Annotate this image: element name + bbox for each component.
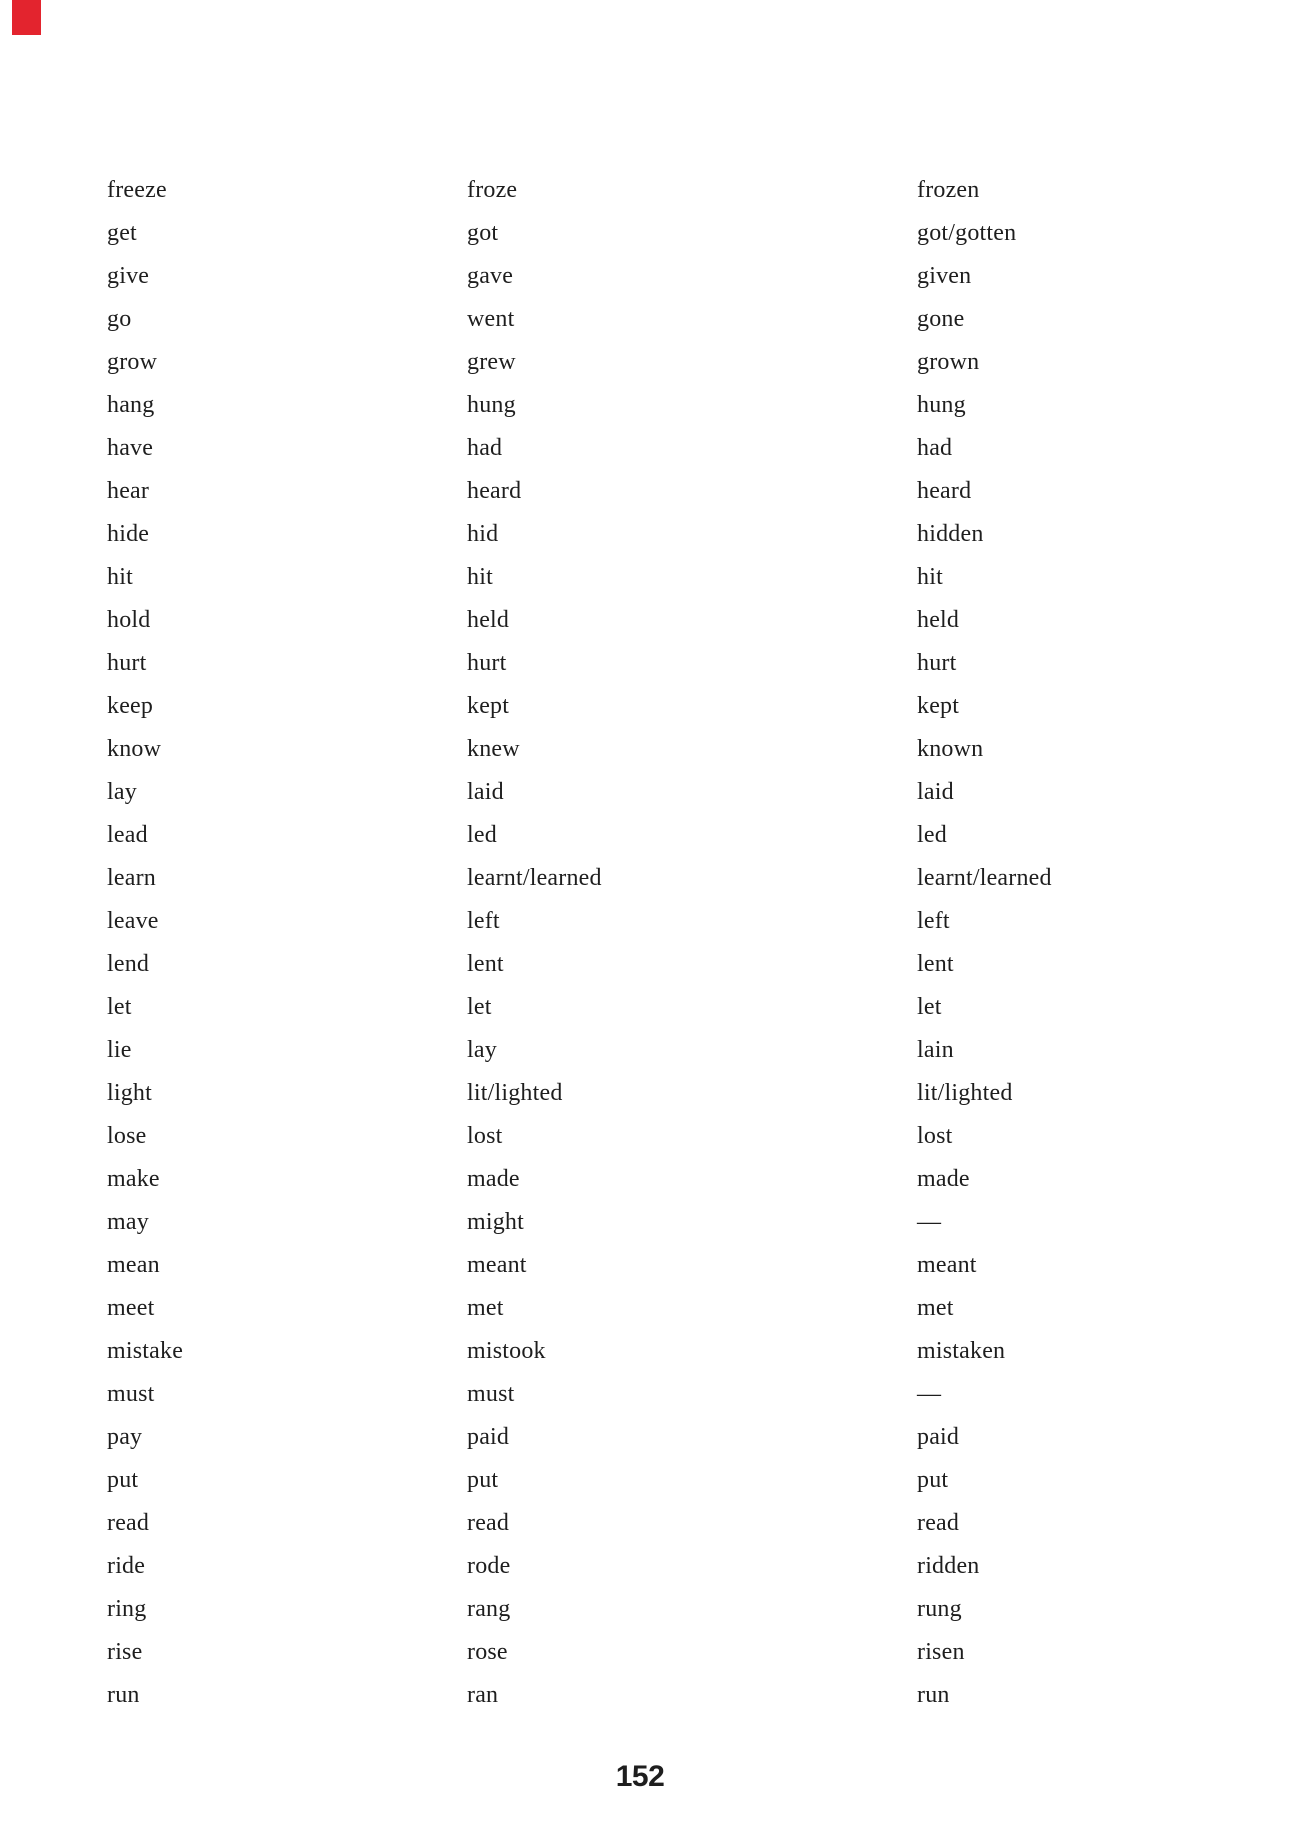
past-simple-cell: heard xyxy=(467,477,522,504)
base-verb-cell: pay xyxy=(107,1423,143,1450)
past-participle-cell: gone xyxy=(917,305,965,332)
table-row xyxy=(0,770,1311,813)
table-row xyxy=(0,1458,1311,1501)
table-row xyxy=(0,684,1311,727)
past-participle-cell: risen xyxy=(917,1638,965,1665)
table-row xyxy=(0,1114,1311,1157)
past-participle-cell: hidden xyxy=(917,520,984,547)
past-participle-cell: made xyxy=(917,1165,970,1192)
past-simple-cell: laid xyxy=(467,778,504,805)
past-participle-cell: hit xyxy=(917,563,943,590)
past-simple-cell: lay xyxy=(467,1036,497,1063)
base-verb-cell: rise xyxy=(107,1638,143,1665)
past-participle-cell: heard xyxy=(917,477,972,504)
base-verb-cell: mean xyxy=(107,1251,160,1278)
past-participle-cell: hurt xyxy=(917,649,957,676)
table-row xyxy=(0,985,1311,1028)
base-verb-cell: know xyxy=(107,735,162,762)
base-verb-cell: lay xyxy=(107,778,137,805)
table-row xyxy=(0,555,1311,598)
base-verb-cell: meet xyxy=(107,1294,155,1321)
past-simple-cell: lost xyxy=(467,1122,503,1149)
past-participle-cell: frozen xyxy=(917,176,980,203)
table-row xyxy=(0,1157,1311,1200)
past-simple-cell: kept xyxy=(467,692,510,719)
table-row xyxy=(0,1286,1311,1329)
base-verb-cell: grow xyxy=(107,348,158,375)
past-simple-cell: hurt xyxy=(467,649,507,676)
base-verb-cell: go xyxy=(107,305,132,332)
past-simple-cell: must xyxy=(467,1380,515,1407)
base-verb-cell: read xyxy=(107,1509,150,1536)
base-verb-cell: make xyxy=(107,1165,160,1192)
past-participle-cell: lain xyxy=(917,1036,954,1063)
past-simple-cell: learnt/learned xyxy=(467,864,602,891)
past-participle-cell: rung xyxy=(917,1595,962,1622)
table-row xyxy=(0,1544,1311,1587)
table-row xyxy=(0,641,1311,684)
table-row xyxy=(0,1028,1311,1071)
past-participle-cell: let xyxy=(917,993,942,1020)
table-row xyxy=(0,813,1311,856)
base-verb-cell: light xyxy=(107,1079,153,1106)
base-verb-cell: hold xyxy=(107,606,151,633)
past-simple-cell: left xyxy=(467,907,500,934)
past-participle-cell: laid xyxy=(917,778,954,805)
past-simple-cell: rode xyxy=(467,1552,511,1579)
past-simple-cell: paid xyxy=(467,1423,510,1450)
base-verb-cell: hurt xyxy=(107,649,147,676)
base-verb-cell: have xyxy=(107,434,154,461)
past-participle-cell: lit/lighted xyxy=(917,1079,1013,1106)
table-row xyxy=(0,1415,1311,1458)
table-row xyxy=(0,168,1311,211)
base-verb-cell: get xyxy=(107,219,137,246)
red-tab-marker xyxy=(12,0,41,35)
past-simple-cell: might xyxy=(467,1208,525,1235)
past-participle-cell: lent xyxy=(917,950,954,977)
past-simple-cell: hit xyxy=(467,563,493,590)
table-row xyxy=(0,942,1311,985)
past-simple-cell: went xyxy=(467,305,515,332)
base-verb-cell: ride xyxy=(107,1552,146,1579)
past-participle-cell: kept xyxy=(917,692,960,719)
past-simple-cell: knew xyxy=(467,735,520,762)
past-participle-cell: left xyxy=(917,907,950,934)
past-simple-cell: had xyxy=(467,434,503,461)
table-row xyxy=(0,1200,1311,1243)
table-row xyxy=(0,426,1311,469)
past-participle-cell: had xyxy=(917,434,953,461)
base-verb-cell: freeze xyxy=(107,176,167,203)
past-participle-cell: got/gotten xyxy=(917,219,1017,246)
base-verb-cell: ring xyxy=(107,1595,147,1622)
past-simple-cell: lent xyxy=(467,950,504,977)
past-simple-cell: rose xyxy=(467,1638,508,1665)
past-simple-cell: made xyxy=(467,1165,520,1192)
table-row xyxy=(0,727,1311,770)
base-verb-cell: lose xyxy=(107,1122,147,1149)
base-verb-cell: mistake xyxy=(107,1337,184,1364)
base-verb-cell: lead xyxy=(107,821,148,848)
past-participle-cell: held xyxy=(917,606,960,633)
base-verb-cell: hide xyxy=(107,520,150,547)
base-verb-cell: must xyxy=(107,1380,155,1407)
table-row xyxy=(0,1243,1311,1286)
past-simple-cell: put xyxy=(467,1466,499,1493)
past-participle-cell: grown xyxy=(917,348,980,375)
base-verb-cell: hit xyxy=(107,563,133,590)
past-participle-cell: hung xyxy=(917,391,966,418)
table-row xyxy=(0,856,1311,899)
past-participle-cell: ridden xyxy=(917,1552,980,1579)
past-simple-cell: read xyxy=(467,1509,510,1536)
past-simple-cell: held xyxy=(467,606,510,633)
past-participle-cell: mistaken xyxy=(917,1337,1006,1364)
table-row xyxy=(0,469,1311,512)
past-participle-cell: put xyxy=(917,1466,949,1493)
base-verb-cell: learn xyxy=(107,864,156,891)
base-verb-cell: leave xyxy=(107,907,159,934)
past-simple-cell: let xyxy=(467,993,492,1020)
past-participle-cell: paid xyxy=(917,1423,960,1450)
base-verb-cell: run xyxy=(107,1681,140,1708)
past-simple-cell: ran xyxy=(467,1681,499,1708)
base-verb-cell: put xyxy=(107,1466,139,1493)
past-simple-cell: grew xyxy=(467,348,516,375)
table-row xyxy=(0,1372,1311,1415)
table-row xyxy=(0,340,1311,383)
past-participle-cell: led xyxy=(917,821,947,848)
past-simple-cell: froze xyxy=(467,176,518,203)
past-simple-cell: rang xyxy=(467,1595,511,1622)
past-participle-cell: meant xyxy=(917,1251,977,1278)
table-row xyxy=(0,383,1311,426)
past-participle-cell: — xyxy=(917,1208,942,1235)
table-row xyxy=(0,254,1311,297)
irregular-verbs-table xyxy=(0,168,1311,1716)
table-row xyxy=(0,899,1311,942)
past-simple-cell: lit/lighted xyxy=(467,1079,563,1106)
past-simple-cell: hung xyxy=(467,391,516,418)
table-row xyxy=(0,1071,1311,1114)
past-simple-cell: gave xyxy=(467,262,514,289)
table-row xyxy=(0,512,1311,555)
past-participle-cell: run xyxy=(917,1681,950,1708)
page-number: 152 xyxy=(615,1760,665,1793)
base-verb-cell: lie xyxy=(107,1036,132,1063)
past-participle-cell: lost xyxy=(917,1122,953,1149)
past-participle-cell: given xyxy=(917,262,972,289)
base-verb-cell: may xyxy=(107,1208,149,1235)
base-verb-cell: hear xyxy=(107,477,150,504)
past-participle-cell: met xyxy=(917,1294,954,1321)
past-simple-cell: got xyxy=(467,219,499,246)
past-participle-cell: known xyxy=(917,735,984,762)
base-verb-cell: lend xyxy=(107,950,150,977)
table-row xyxy=(0,297,1311,340)
base-verb-cell: hang xyxy=(107,391,155,418)
past-participle-cell: — xyxy=(917,1380,942,1407)
table-row xyxy=(0,1673,1311,1716)
past-simple-cell: hid xyxy=(467,520,499,547)
base-verb-cell: let xyxy=(107,993,132,1020)
past-simple-cell: led xyxy=(467,821,497,848)
past-participle-cell: learnt/learned xyxy=(917,864,1052,891)
base-verb-cell: give xyxy=(107,262,150,289)
table-row xyxy=(0,1587,1311,1630)
base-verb-cell: keep xyxy=(107,692,154,719)
table-row xyxy=(0,1329,1311,1372)
table-row xyxy=(0,598,1311,641)
table-row xyxy=(0,211,1311,254)
past-participle-cell: read xyxy=(917,1509,960,1536)
past-simple-cell: mistook xyxy=(467,1337,546,1364)
past-simple-cell: met xyxy=(467,1294,504,1321)
past-simple-cell: meant xyxy=(467,1251,527,1278)
table-row xyxy=(0,1501,1311,1544)
table-row xyxy=(0,1630,1311,1673)
